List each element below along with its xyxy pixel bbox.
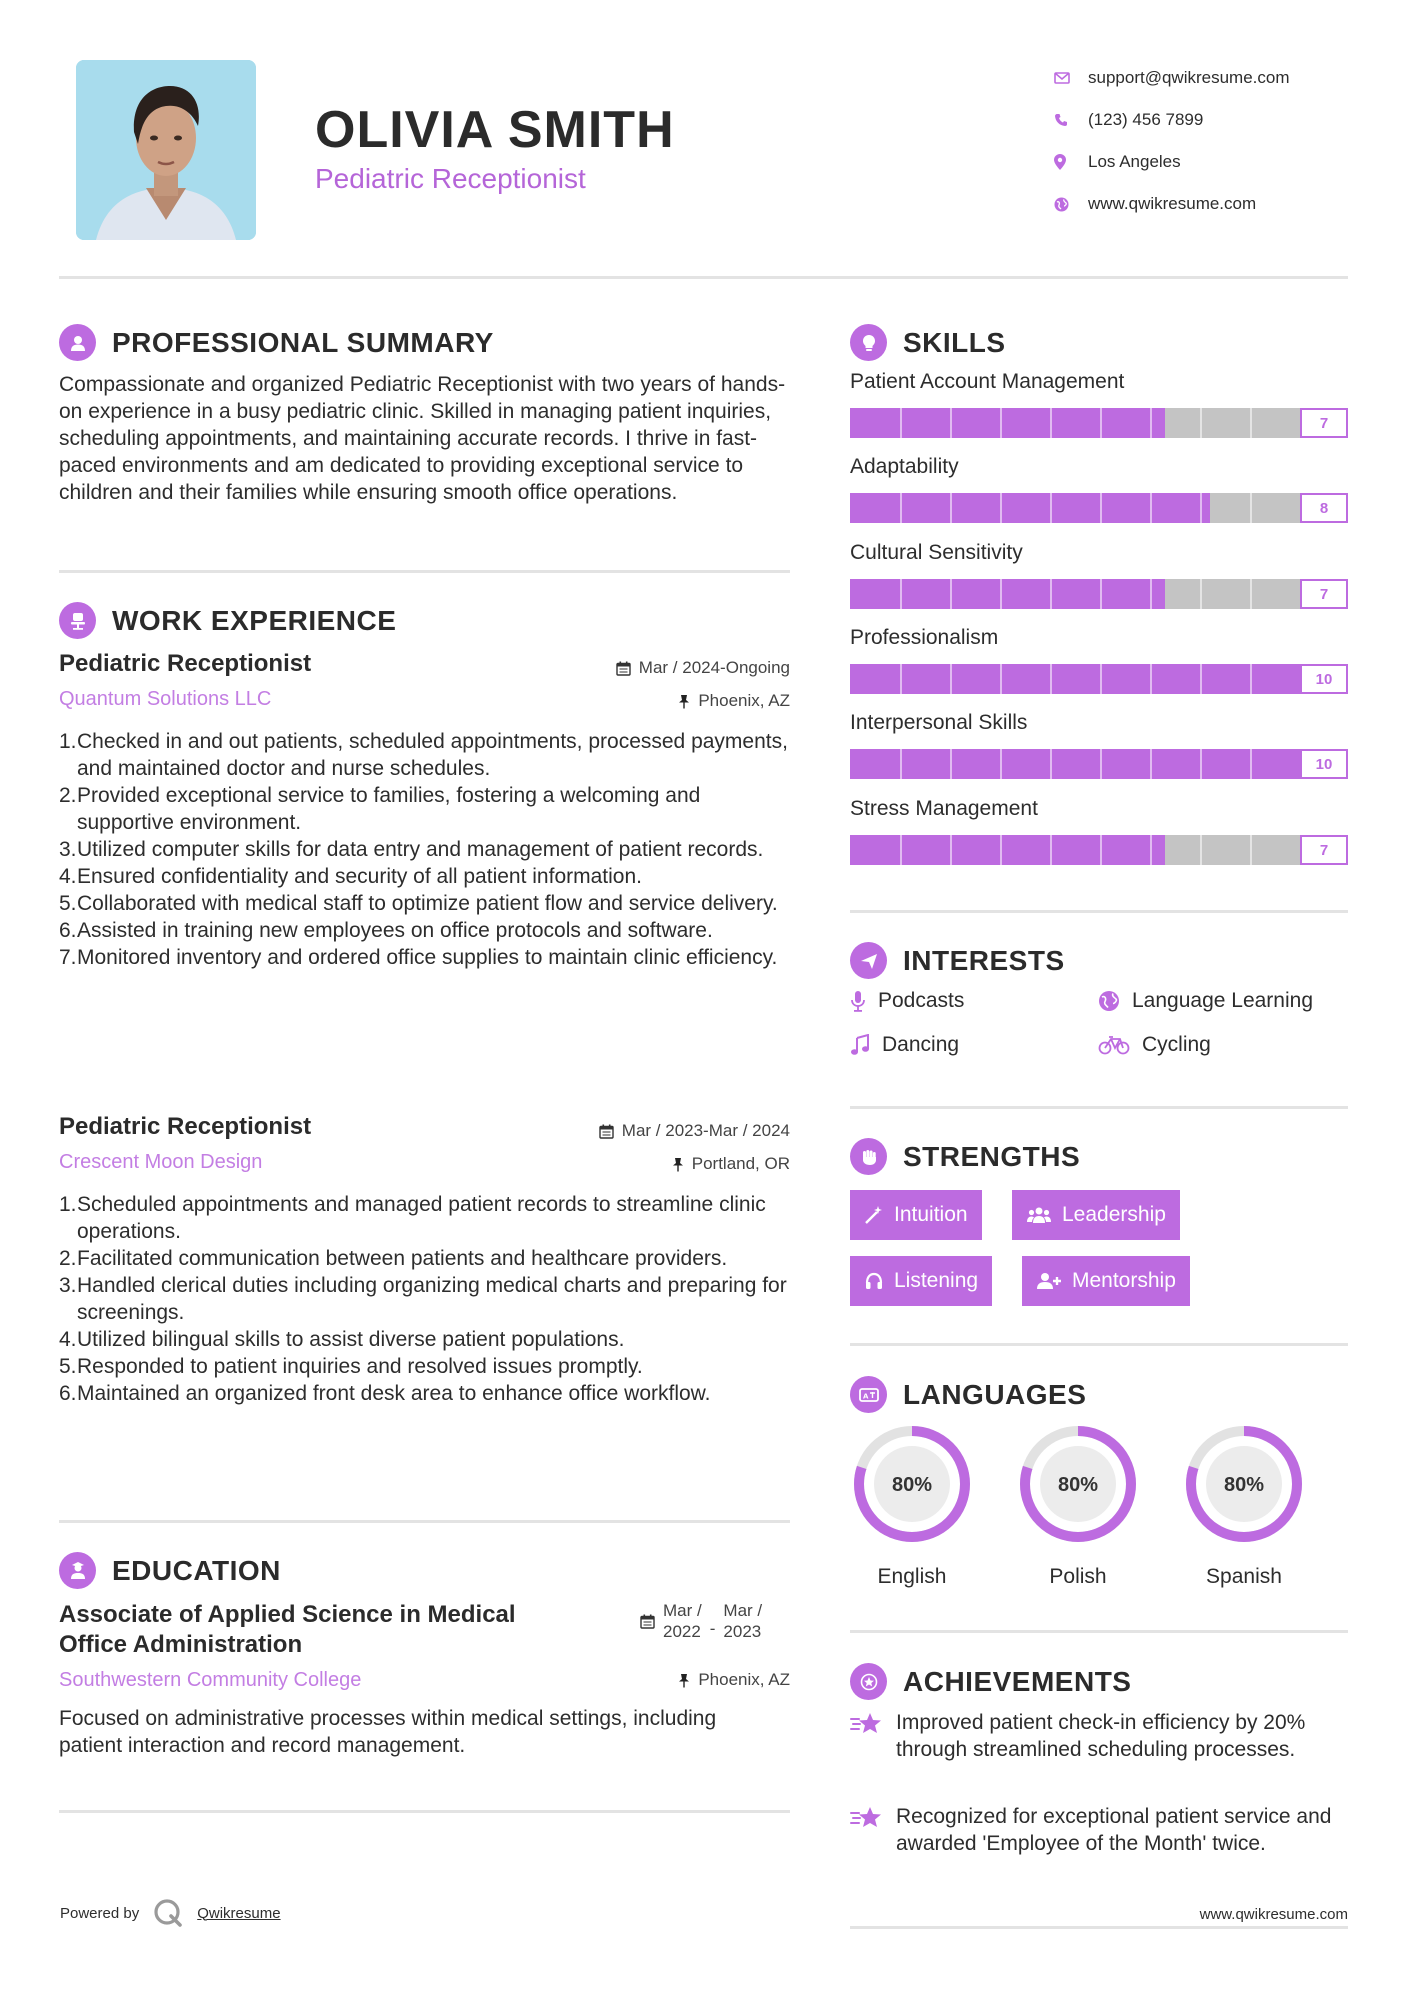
job-1-dates xyxy=(616,658,790,678)
skill-bar-segment xyxy=(1000,664,1002,694)
skills-heading xyxy=(850,324,1006,361)
achievements-title: ACHIEVEMENTS xyxy=(903,1665,1132,1697)
achievement-item xyxy=(850,1709,1350,1763)
skill-level-badge: 10 xyxy=(1300,664,1348,694)
contact-block xyxy=(1050,57,1380,225)
skill-bar-segment xyxy=(1100,835,1102,865)
skill-bar-fill xyxy=(850,664,1348,694)
edu-end-year: 2023 xyxy=(723,1622,762,1641)
job-2-dates-text: Mar / 2023-Mar / 2024 xyxy=(621,1121,790,1140)
education-description: Focused on administrative processes within medical settings, including patient interaction and record management. xyxy=(59,1707,717,1757)
svg-text:A: A xyxy=(862,1392,868,1400)
skills-divider xyxy=(850,910,1348,913)
fist-icon xyxy=(850,1138,887,1175)
skill-bar-segment xyxy=(950,579,952,609)
skill-bar-fill xyxy=(850,749,1348,779)
strength-tag-mentorship xyxy=(1022,1256,1190,1306)
strengths-title: STRENGTHS xyxy=(903,1140,1081,1172)
skill-bar-segment xyxy=(1050,664,1052,694)
interest-item-cycling xyxy=(1098,1033,1211,1057)
skill-bar-fill xyxy=(850,835,1165,865)
language-percent: 80% xyxy=(891,1474,933,1496)
briefcase-chair-icon xyxy=(59,602,96,639)
skill-bar-segment xyxy=(900,749,902,779)
skill-bar-segment xyxy=(950,664,952,694)
envelope-icon xyxy=(1050,72,1088,84)
pushpin-icon xyxy=(678,1673,690,1688)
education-location-text: Phoenix, AZ xyxy=(698,1670,790,1689)
job-1-responsibilities xyxy=(59,728,801,971)
contact-phone-text: (123) 456 7899 xyxy=(1088,110,1204,129)
degree-title xyxy=(59,1600,516,1660)
skill-bar-segment xyxy=(1100,749,1102,779)
skill-bar-segment xyxy=(1200,493,1202,523)
language-progress-ring xyxy=(850,1422,974,1546)
job-2-company: Crescent Moon Design xyxy=(59,1151,263,1173)
job-1-location-text: Phoenix, AZ xyxy=(698,691,790,710)
list-item: 3. Handled clerical duties including organizing medical charts and preparing for screenings. xyxy=(59,1274,787,1324)
skill-bar-segment xyxy=(1150,408,1152,438)
contact-email[interactable] xyxy=(1050,57,1380,99)
skill-bar-segment xyxy=(1200,835,1202,865)
education-heading xyxy=(59,1552,281,1589)
achievements-divider xyxy=(850,1926,1348,1929)
achievement-text: Improved patient check-in efficiency by 20% through streamlined scheduling processes. xyxy=(896,1711,1306,1761)
school-name: Southwestern Community College xyxy=(59,1669,362,1691)
job-1-title: Pediatric Receptionist xyxy=(59,650,312,677)
list-item: 3. Utilized computer skills for data entry and management of patient records. xyxy=(59,838,764,861)
list-item: 2. Facilitated communication between patients and healthcare providers. xyxy=(59,1247,728,1270)
skill-bar-segment xyxy=(1200,579,1202,609)
graduate-icon xyxy=(59,1552,96,1589)
skill-bar-segment xyxy=(900,493,902,523)
skill-bar-segment xyxy=(950,408,952,438)
list-item: 6. Maintained an organized front desk area to enhance office workflow. xyxy=(59,1382,711,1405)
edu-end-month: Mar / xyxy=(723,1601,763,1620)
skill-bar-segment xyxy=(950,749,952,779)
contact-email-text: support@qwikresume.com xyxy=(1088,68,1290,87)
summary-heading xyxy=(59,324,494,361)
language-label: English xyxy=(877,1565,947,1588)
list-item: 1. Checked in and out patients, scheduled appointments, processed payments, and maintained doctor and nurse schedules. xyxy=(59,730,788,780)
skill-bar xyxy=(850,579,1348,609)
skill-bar-segment xyxy=(1050,579,1052,609)
skill-label: Cultural Sensitivity xyxy=(850,541,1023,564)
pushpin-icon xyxy=(672,1157,684,1172)
list-item: 6. Assisted in training new employees on office protocols and software. xyxy=(59,919,713,942)
shooting-star-icon xyxy=(850,1803,896,1857)
skill-bar-segment xyxy=(1050,835,1052,865)
microphone-icon xyxy=(850,990,866,1012)
skill-level-badge: 7 xyxy=(1300,835,1348,865)
skill-bar-segment xyxy=(1250,493,1252,523)
paper-plane-icon xyxy=(850,942,887,979)
education-location xyxy=(678,1670,790,1690)
skill-bar-segment xyxy=(950,835,952,865)
award-star-icon xyxy=(850,1663,887,1700)
skill-level-badge: 7 xyxy=(1300,408,1348,438)
user-icon xyxy=(59,324,96,361)
education-divider xyxy=(59,1810,790,1813)
footer-website[interactable]: www.qwikresume.com xyxy=(1199,1906,1348,1923)
interests-title: INTERESTS xyxy=(903,944,1065,976)
candidate-name: OLIVIA SMITH xyxy=(315,101,675,159)
header-divider xyxy=(59,276,1348,279)
skill-bar-segment xyxy=(1000,408,1002,438)
skill-label: Professionalism xyxy=(850,626,999,649)
skill-bar xyxy=(850,493,1348,523)
skill-bar-segment xyxy=(900,835,902,865)
music-note-icon xyxy=(850,1034,870,1056)
interest-label: Podcasts xyxy=(878,989,965,1012)
skill-bar-segment xyxy=(1000,749,1002,779)
interest-label: Language Learning xyxy=(1132,989,1314,1012)
job-1-location xyxy=(678,691,790,711)
skill-bar-segment xyxy=(1000,579,1002,609)
list-item: 4. Ensured confidentiality and security of all patient information. xyxy=(59,865,642,888)
user-plus-icon xyxy=(1036,1271,1062,1291)
skill-bar-segment xyxy=(1000,835,1002,865)
work-title: WORK EXPERIENCE xyxy=(112,604,397,636)
skill-bar-fill xyxy=(850,493,1210,523)
skill-bar xyxy=(850,408,1348,438)
strength-label: Listening xyxy=(894,1269,979,1292)
edu-start-month: Mar / xyxy=(663,1601,702,1620)
languages-divider xyxy=(850,1630,1348,1633)
contact-website-text: www.qwikresume.com xyxy=(1088,194,1257,213)
skill-level-badge: 8 xyxy=(1300,493,1348,523)
list-item: 1. Scheduled appointments and managed patient records to streamline clinic operations. xyxy=(59,1193,766,1243)
skill-bar xyxy=(850,664,1348,694)
achievement-item xyxy=(850,1803,1350,1857)
skill-bar-segment xyxy=(1150,664,1152,694)
language-item xyxy=(1182,1422,1306,1589)
globe-icon xyxy=(1050,197,1088,212)
summary-divider xyxy=(59,570,790,573)
skill-bar-segment xyxy=(1150,835,1152,865)
skill-bar-segment xyxy=(1250,749,1252,779)
pushpin-icon xyxy=(678,694,690,709)
skill-bar xyxy=(850,835,1348,865)
interest-label: Dancing xyxy=(882,1033,960,1056)
skill-bar-fill xyxy=(850,408,1165,438)
language-percent: 80% xyxy=(1057,1474,1099,1496)
contact-phone[interactable] xyxy=(1050,99,1380,141)
skills-title: SKILLS xyxy=(903,326,1006,358)
job-1-company: Quantum Solutions LLC xyxy=(59,688,272,710)
candidate-title: Pediatric Receptionist xyxy=(315,163,586,194)
achievement-text: Recognized for exceptional patient service and awarded 'Employee of the Month' twice. xyxy=(896,1805,1332,1855)
skill-level-badge: 7 xyxy=(1300,579,1348,609)
qwikresume-link[interactable]: Qwikresume xyxy=(197,1904,281,1922)
summary-text: Compassionate and organized Pediatric Receptionist with two years of hands-on experience in a busy pediatric clinic. Skilled in managing patient inquiries, scheduling appointments, and maintaining accurate records. I thrive in fast-paced environments and am dedicated to providing exceptional service to children and their families while ensuring smooth office operations. xyxy=(59,373,786,504)
skill-bar-segment xyxy=(1050,749,1052,779)
degree-line-2: Office Administration xyxy=(59,1631,303,1658)
language-item xyxy=(850,1422,974,1589)
profile-photo xyxy=(76,60,256,240)
contact-website[interactable] xyxy=(1050,183,1380,225)
language-progress-ring xyxy=(1182,1422,1306,1546)
skill-bar-segment xyxy=(950,493,952,523)
contact-location xyxy=(1050,141,1380,183)
language-label: Spanish xyxy=(1206,1565,1282,1588)
strengths-divider xyxy=(850,1343,1348,1346)
interest-item-language-learning xyxy=(1098,989,1313,1013)
interest-item-podcasts xyxy=(850,989,964,1013)
strength-label: Mentorship xyxy=(1072,1269,1176,1292)
job-1-dates-text: Mar / 2024-Ongoing xyxy=(638,658,790,677)
shooting-star-icon xyxy=(850,1709,896,1763)
job-2-location xyxy=(672,1154,790,1174)
interests-heading xyxy=(850,942,1065,979)
skill-bar-segment xyxy=(1150,579,1152,609)
calendar-icon xyxy=(616,661,631,676)
skill-label: Adaptability xyxy=(850,455,959,478)
powered-by-text: Powered by xyxy=(60,1904,140,1922)
skill-label: Patient Account Management xyxy=(850,370,1125,393)
strength-tag-listening xyxy=(850,1256,992,1306)
strengths-heading xyxy=(850,1138,1080,1175)
skill-bar-segment xyxy=(900,664,902,694)
skill-bar-segment xyxy=(1150,749,1152,779)
strength-tag-leadership xyxy=(1012,1190,1180,1240)
language-label: Polish xyxy=(1049,1565,1107,1588)
achievements-heading xyxy=(850,1663,1131,1700)
phone-icon xyxy=(1050,113,1088,127)
users-icon xyxy=(1026,1205,1052,1225)
language-icon xyxy=(850,1376,887,1413)
skill-bar-segment xyxy=(1200,408,1202,438)
skill-bar-segment xyxy=(1050,493,1052,523)
map-pin-icon xyxy=(1050,154,1088,170)
language-progress-ring xyxy=(1016,1422,1140,1546)
language-item xyxy=(1016,1422,1140,1589)
edu-date-separator: - xyxy=(709,1618,716,1638)
job-2-responsibilities xyxy=(59,1191,801,1407)
skill-bar-segment xyxy=(1000,493,1002,523)
list-item: 5. Responded to patient inquiries and resolved issues promptly. xyxy=(59,1355,643,1378)
job-2-title: Pediatric Receptionist xyxy=(59,1113,312,1140)
headphones-icon xyxy=(864,1271,884,1291)
globe-icon xyxy=(1098,990,1120,1012)
calendar-icon xyxy=(640,1614,655,1629)
skill-bar-segment xyxy=(900,579,902,609)
job-2-dates xyxy=(599,1121,790,1141)
skill-bar-segment xyxy=(1100,408,1102,438)
skill-bar-segment xyxy=(1250,664,1252,694)
skill-bar-segment xyxy=(900,408,902,438)
edu-start-year: 2022 xyxy=(663,1622,701,1641)
language-percent: 80% xyxy=(1223,1474,1265,1496)
job-2-location-text: Portland, OR xyxy=(691,1154,790,1173)
skill-bar-segment xyxy=(1200,749,1202,779)
strength-tag-intuition xyxy=(850,1190,982,1240)
work-divider xyxy=(59,1520,790,1523)
skill-bar-segment xyxy=(1200,664,1202,694)
education-title: EDUCATION xyxy=(112,1554,281,1586)
lightbulb-icon xyxy=(850,324,887,361)
skill-bar xyxy=(850,749,1348,779)
skill-level-badge: 10 xyxy=(1300,749,1348,779)
strength-label: Intuition xyxy=(894,1203,968,1226)
strength-label: Leadership xyxy=(1062,1203,1166,1226)
skill-bar-segment xyxy=(1100,493,1102,523)
skill-bar-segment xyxy=(1250,579,1252,609)
bicycle-icon xyxy=(1098,1035,1130,1055)
skill-bar-segment xyxy=(1250,835,1252,865)
list-item: 4. Utilized bilingual skills to assist diverse patient populations. xyxy=(59,1328,625,1351)
skill-bar-segment xyxy=(1100,664,1102,694)
list-item: 2. Provided exceptional service to families, fostering a welcoming and supportive environment. xyxy=(59,784,701,834)
degree-line-1: Associate of Applied Science in Medical xyxy=(59,1601,516,1628)
interests-divider xyxy=(850,1106,1348,1109)
skill-label: Interpersonal Skills xyxy=(850,711,1028,734)
work-heading xyxy=(59,602,396,639)
skill-bar-segment xyxy=(1050,408,1052,438)
qwikresume-logo xyxy=(153,1898,183,1928)
list-item: 5. Collaborated with medical staff to optimize patient flow and service delivery. xyxy=(59,892,778,915)
skill-bar-segment xyxy=(1100,579,1102,609)
skill-bar-segment xyxy=(1250,408,1252,438)
calendar-icon xyxy=(599,1124,614,1139)
contact-location-text: Los Angeles xyxy=(1088,152,1181,171)
skill-bar-segment xyxy=(1150,493,1152,523)
interest-label: Cycling xyxy=(1142,1033,1211,1056)
interest-item-dancing xyxy=(850,1033,959,1057)
magic-wand-icon xyxy=(864,1205,884,1225)
skill-label: Stress Management xyxy=(850,797,1038,820)
summary-title: PROFESSIONAL SUMMARY xyxy=(112,326,494,358)
list-item: 7. Monitored inventory and ordered office supplies to maintain clinic efficiency. xyxy=(59,946,778,969)
skill-bar-fill xyxy=(850,579,1165,609)
languages-title: LANGUAGES xyxy=(903,1378,1087,1410)
languages-heading xyxy=(850,1376,1086,1413)
footer-powered-by xyxy=(60,1898,281,1928)
education-dates xyxy=(640,1600,762,1642)
